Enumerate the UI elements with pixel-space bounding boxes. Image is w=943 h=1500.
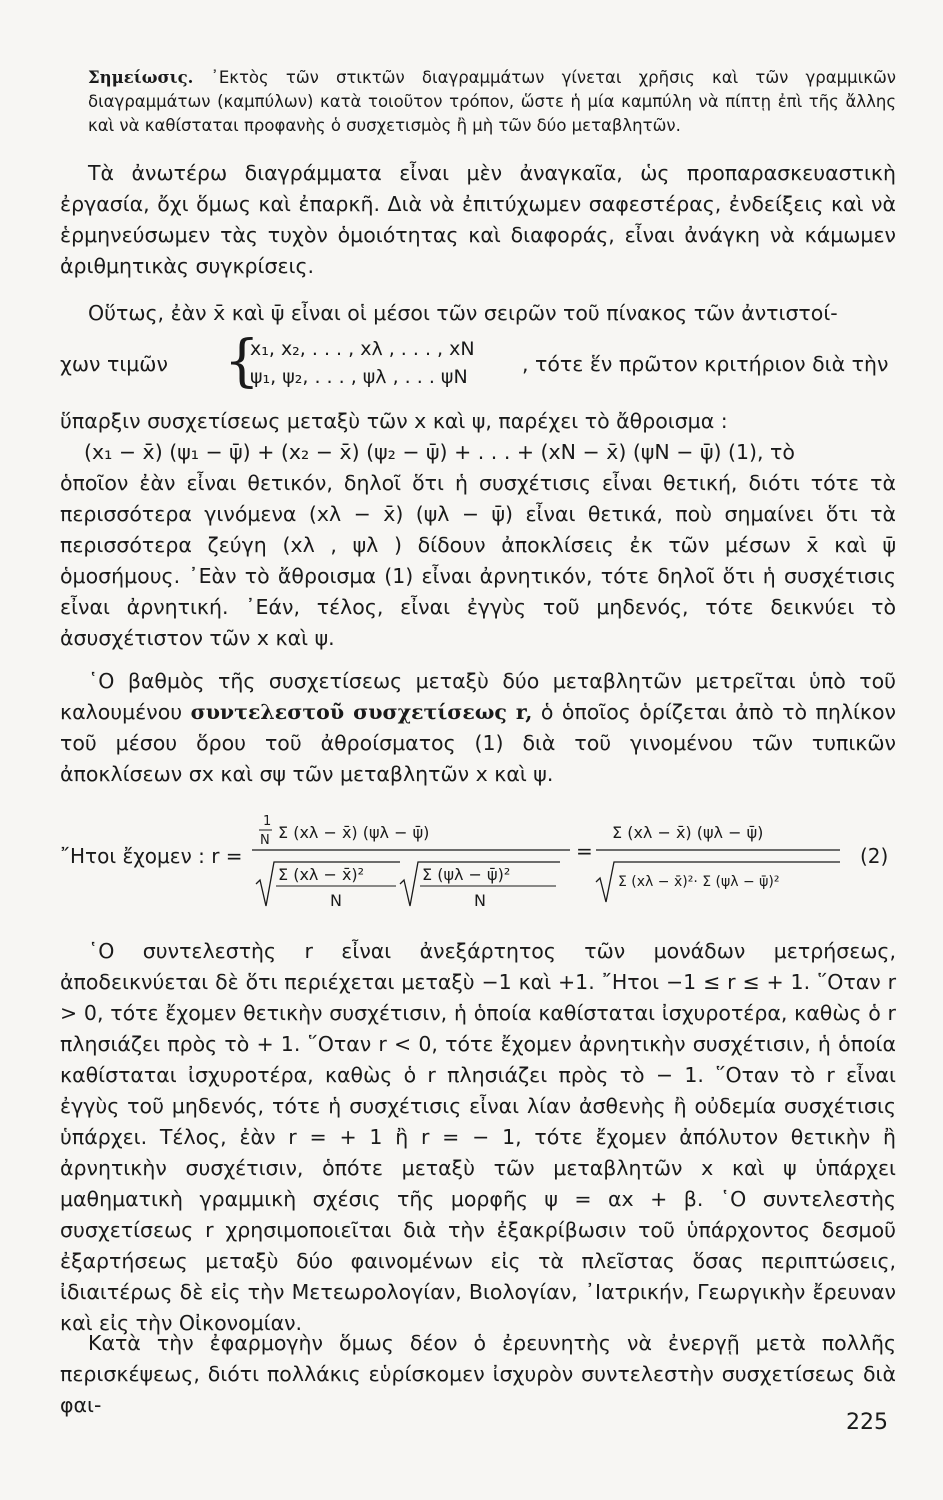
equals-sign: = <box>576 839 593 863</box>
denominator-2: Σ (xλ − x̄)²· Σ (ψλ − ψ̄)² <box>618 874 780 890</box>
paragraph-2-first-line: Οὕτως, ἐὰν x̄ καὶ ψ̄ εἶναι οἱ μέσοι τῶν σειρῶν τοῦ πίνακος τῶν ἀντιστοί- <box>88 301 838 325</box>
series-psi-row: ψ₁, ψ₂, . . . , ψλ , . . . ψN <box>250 366 468 388</box>
series-lead: χων τιμῶν <box>60 352 168 376</box>
denominator-1a-n: N <box>330 891 342 910</box>
denominator-1b-n: N <box>474 891 486 910</box>
correlation-coefficient-term: συντελεστοῦ συσχετίσεως r, <box>190 700 533 724</box>
paragraph-3-part-b: ὁ ὁποῖος ὁρίζεται ἀπὸ τὸ πηλίκον τοῦ μέσου ὅρου τοῦ ἀθροίσματος (1) διὰ τοῦ γινομένου τῶν τυπικῶν ἀποκλίσεων σx καὶ σψ τῶν μεταβλητῶν x καὶ ψ. <box>60 700 896 786</box>
denominator-1a: Σ (xλ − x̄)² <box>278 865 365 884</box>
paragraph-2-continued <box>60 406 896 654</box>
paragraph-3 <box>60 666 896 790</box>
paragraph-1 <box>60 158 896 282</box>
paragraph-5 <box>60 1328 896 1421</box>
numerator-1: Σ (xλ − x̄) (ψλ − ψ̄) <box>278 823 430 842</box>
paragraph-3-text <box>60 666 896 790</box>
paragraph-4 <box>60 936 896 1339</box>
sum-expression: (x₁ − x̄) (ψ₁ − ψ̄) + (x₂ − x̄) (ψ₂ − ψ̄) + . . . + (xN − x̄) (ψN − ψ̄) (1), τὸ <box>84 440 795 464</box>
series-x-row: x₁, x₂, . . . , xλ , . . . , xN <box>250 338 475 360</box>
paragraph-1-text: Τὰ ἀνωτέρω διαγράμματα εἶναι μὲν ἀναγκαῖα, ὡς προπαρασκευαστικὴ ἐργασία, ὄχι ὅμως καὶ ἐπαρκῆ. Διὰ νὰ ἐπιτύχωμεν σαφεστέρας, ἐνδείξεις καὶ νὰ ἑρμηνεύσωμεν τὰς τυχὸν ὁμοιότητας καὶ διαφοράς, εἶναι ἀνάγκη νὰ κάμωμεν ἀριθμητικὰς συγκρίσεις. <box>60 161 896 278</box>
numerator-2: Σ (xλ − x̄) (ψλ − ψ̄) <box>612 823 764 842</box>
note-text: ᾿Εκτὸς τῶν στικτῶν διαγραμμάτων γίνεται χρῆσις καὶ τῶν γραμμικῶν διαγραμμάτων (καμπύλων) κατὰ τοιοῦτον τρόπον, ὥστε ἡ μία καμπύλη νὰ πίπτῃ ἐπὶ τῆς ἄλλης καὶ νὰ καθίσταται προφανὴς ὁ συσχετισμὸς ἢ μὴ τῶν δύο μεταβλητῶν. <box>88 68 896 135</box>
equation-number: (2) <box>860 844 889 868</box>
denominator-1b: Σ (ψλ − ψ̄)² <box>422 865 511 884</box>
page-number: 225 <box>846 1410 888 1435</box>
one-over-n-denominator: N <box>260 833 270 848</box>
paragraph-5-text: Κατὰ τὴν ἐφαρμογὴν ὅμως δέον ὁ ἐρευνητὴς νὰ ἐνεργῇ μετὰ πολλῆς περισκέψεως, διότι πολλάκις εὑρίσκομεν ἰσχυρὸν συντελεστὴν συσχετίσεως διὰ φαι- <box>60 1331 896 1417</box>
formula-fraction-graphic <box>60 810 840 920</box>
paragraph-2-rest: ὁποῖον ἐὰν εἶναι θετικόν, δηλοῖ ὅτι ἡ συσχέτισις εἶναι θετική, διότι τότε τὰ περισσότερα γινόμενα (xλ − x̄) (ψλ − ψ̄) εἶναι θετικά, ποὺ σημαίνει ὅτι τὰ περισσότερα ζεύγη (xλ , ψλ ) δίδουν ἀποκλίσεις ἐκ τῶν μέσων x̄ καὶ ψ̄ ὁμοσήμους. ᾿Εὰν τὸ ἄθροισμα (1) εἶναι ἀρνητικόν, τότε δηλοῖ ὅτι ἡ συσχέτισις εἶναι ἀρνητική. ᾿Εάν, τέλος, εἶναι ἐγγὺς τοῦ μηδενός, τότε δεικνύει τὸ ἀσυσχέτιστον τῶν x καὶ ψ. <box>60 471 896 650</box>
paragraph-3-part-a: ῾Ο βαθμὸς τῆς συσχετίσεως μεταξὺ δύο μεταβλητῶν μετρεῖται ὑπὸ τοῦ καλουμένου <box>60 669 896 724</box>
series-definition <box>60 329 896 396</box>
note-label: Σημείωσις. <box>88 68 194 87</box>
one-over-n-numerator: 1 <box>263 814 272 829</box>
paragraph-2-start <box>60 298 896 329</box>
note-paragraph <box>88 66 896 138</box>
formula-lead: ῎Ητοι ἔχομεν : r = <box>60 844 243 868</box>
series-tail: , τότε ἕν πρῶτον κριτήριον διὰ τὴν <box>522 352 889 376</box>
left-brace: { <box>224 329 260 394</box>
correlation-formula <box>60 810 896 920</box>
paragraph-2-line: ὕπαρξιν συσχετίσεως μεταξὺ τῶν x καὶ ψ, παρέχει τὸ ἄθροισμα : <box>60 409 728 433</box>
paragraph-4-text: ῾Ο συντελεστὴς r εἶναι ἀνεξάρτητος τῶν μονάδων μετρήσεως, ἀποδεικνύεται δὲ ὅτι περιέχεται μεταξὺ −1 καὶ +1. ῎Ητοι −1 ≤ r ≤ + 1. ῞Οταν r > 0, τότε ἔχομεν θετικὴν συσχέτισιν, ἡ ὁποία καθίσταται ἰσχυροτέρα, καθὼς ὁ r πλησιάζει πρὸς τὸ + 1. ῞Οταν r < 0, τότε ἔχομεν ἀρνητικὴν συσχέτισιν, ἡ ὁποία καθίσταται ἰσχυροτέρα, καθὼς ὁ r πλησιάζει πρὸς τὸ − 1. ῞Οταν τὸ r εἶναι ἐγγὺς τοῦ μηδενός, τότε ἡ συσχέτισις εἶναι λίαν ἀσθενὴς ἢ οὐδεμία συσχέτισις ὑπάρχει. Τέλος, ἐὰν r = + 1 ἢ r = − 1, τότε ἔχομεν ἀπόλυτον θετικὴν ἢ ἀρνητικὴν συσχέτισιν, ὁπότε μεταξὺ τῶν μεταβλητῶν x καὶ ψ ὑπάρχει μαθηματικὴ γραμμικὴ σχέσις τῆς μορφῆς ψ = αx + β. ῾Ο συντελεστὴς συσχετίσεως r χρησιμοποιεῖται διὰ τὴν ἐξακρίβωσιν τοῦ ὑπάρχοντος δεσμοῦ ἐξαρτήσεως μεταξὺ δύο φαινομένων εἰς τὰ πλεῖστας ὅσας περιπτώσεις, ἰδιαιτέρως δὲ εἰς τὴν Μετεωρολογίαν, Βιολογίαν, ᾿Ιατρικήν, Γεωργικὴν ἔρευναν καὶ εἰς τὴν Οἰκονομίαν. <box>60 939 896 1335</box>
